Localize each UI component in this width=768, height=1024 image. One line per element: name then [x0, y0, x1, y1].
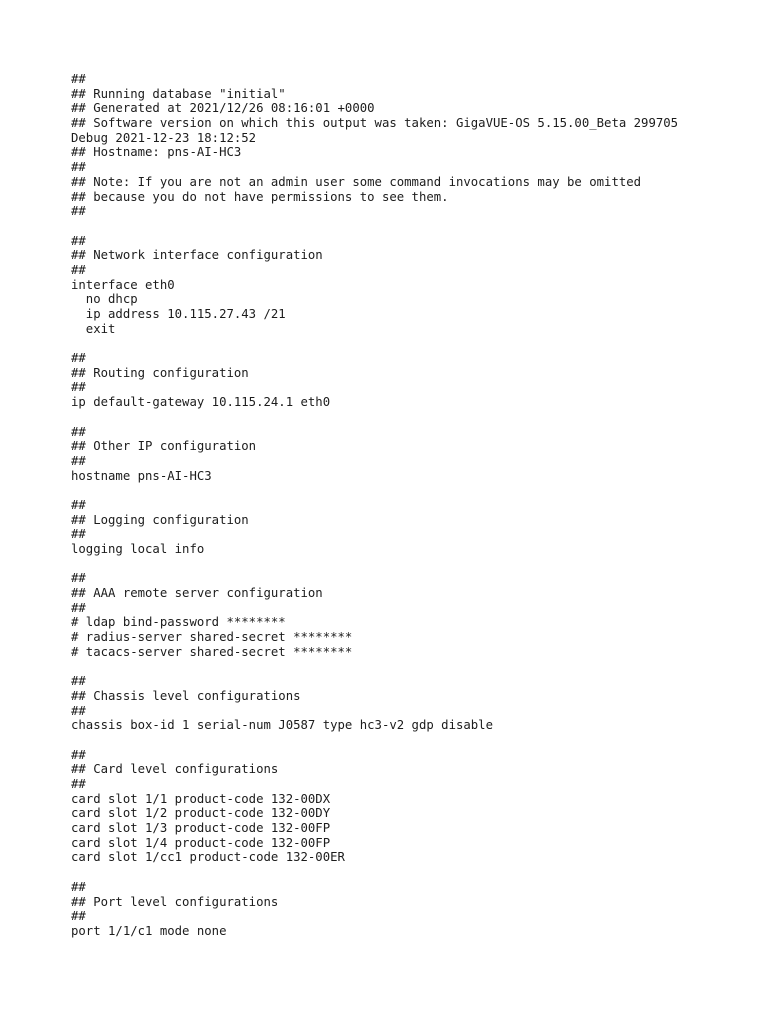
config-line: ## — [71, 380, 86, 395]
config-line: card slot 1/3 product-code 132-00FP — [71, 821, 331, 836]
section-heading: ## Routing configuration — [71, 365, 249, 380]
header-line: ## Generated at 2021/12/26 08:16:01 +0000 — [71, 101, 375, 116]
config-line: ## — [71, 262, 86, 277]
config-line: # radius-server shared-secret ******** — [71, 630, 353, 645]
header-line: ## because you do not have permissions to see them. — [71, 189, 449, 204]
blank-line — [71, 865, 751, 880]
header-line: Debug 2021-12-23 18:12:52 — [71, 130, 257, 145]
config-line: ## — [71, 233, 86, 248]
config-line: card slot 1/cc1 product-code 132-00ER — [71, 850, 345, 865]
config-line: ## — [71, 527, 86, 542]
config-line: no dhcp — [71, 292, 138, 307]
section-heading: ## Network interface configuration — [71, 248, 323, 263]
config-line: chassis box-id 1 serial-num J0587 type hc3-v2 gdp disable — [71, 718, 493, 733]
chassis-section — [71, 674, 751, 733]
section-heading: ## Other IP configuration — [71, 439, 257, 454]
header-line: ## — [71, 160, 86, 175]
blank-line — [71, 410, 751, 425]
routing-section — [71, 351, 751, 410]
config-line: ## — [71, 703, 86, 718]
header-line: ## Software version on which this output was taken: GigaVUE-OS 5.15.00_Beta 299705 — [71, 116, 679, 131]
config-line: ## — [71, 571, 86, 586]
config-line: port 1/1/c1 mode none — [71, 923, 227, 938]
section-heading: ## Chassis level configurations — [71, 688, 301, 703]
config-line: ## — [71, 424, 86, 439]
blank-line — [71, 336, 751, 351]
config-line: # ldap bind-password ******** — [71, 615, 286, 630]
blank-line — [71, 733, 751, 748]
config-line: ## — [71, 909, 86, 924]
config-line: ## — [71, 600, 86, 615]
network-section — [71, 234, 751, 337]
section-heading: ## AAA remote server configuration — [71, 586, 323, 601]
config-line: ## — [71, 879, 86, 894]
section-heading: ## Card level configurations — [71, 762, 279, 777]
config-line: ## — [71, 777, 86, 791]
config-line: ip address 10.115.27.43 /21 — [71, 307, 286, 321]
config-line: ## — [71, 497, 86, 512]
config-line: ## — [71, 453, 86, 468]
config-line: hostname pns-AI-HC3 — [71, 468, 212, 483]
config-line: ## — [71, 674, 86, 689]
logging-section — [71, 498, 751, 557]
config-line: ip default-gateway 10.115.24.1 eth0 — [71, 395, 331, 410]
config-line: ## — [71, 747, 86, 762]
config-line: # tacacs-server shared-secret ******** — [71, 644, 353, 659]
blank-line — [71, 219, 751, 234]
config-line: interface eth0 — [71, 277, 175, 292]
other-ip-section — [71, 425, 751, 484]
config-line: card slot 1/1 product-code 132-00DX — [71, 791, 331, 806]
config-line: exit — [71, 321, 116, 336]
section-heading: ## Logging configuration — [71, 512, 249, 527]
config-line: logging local info — [71, 542, 205, 556]
port-section — [71, 880, 751, 939]
header-block — [71, 72, 751, 219]
config-line: ## — [71, 351, 86, 366]
blank-line — [71, 483, 751, 498]
header-line: ## Note: If you are not an admin user some command invocations may be omitted — [71, 174, 642, 189]
blank-line — [71, 660, 751, 675]
header-line: ## Running database "initial" — [71, 86, 286, 101]
config-document — [71, 72, 751, 939]
config-line: card slot 1/4 product-code 132-00FP — [71, 835, 331, 850]
card-section — [71, 748, 751, 866]
aaa-section — [71, 571, 751, 659]
header-line: ## Hostname: pns-AI-HC3 — [71, 145, 242, 160]
config-line: card slot 1/2 product-code 132-00DY — [71, 806, 331, 821]
section-heading: ## Port level configurations — [71, 894, 279, 909]
header-line: ## — [71, 204, 86, 219]
blank-line — [71, 557, 751, 572]
header-line: ## — [71, 72, 86, 86]
